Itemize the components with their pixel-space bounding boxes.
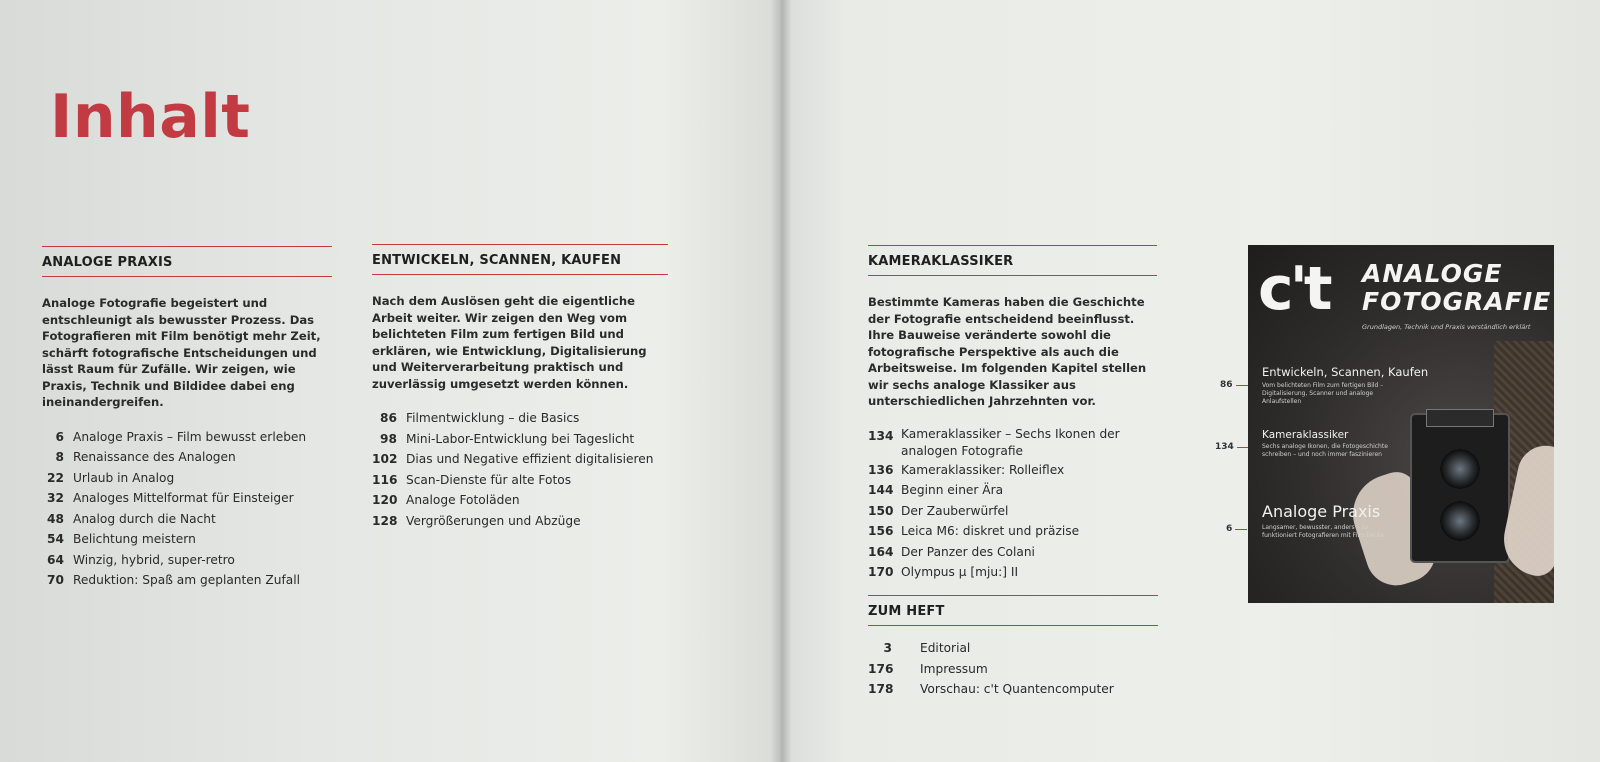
page-number: 144 — [868, 483, 894, 497]
toc-entry[interactable] — [372, 470, 668, 491]
book-gutter — [770, 0, 792, 762]
cover-title: FOTOGRAFIE — [1362, 287, 1552, 316]
toc-entry[interactable] — [372, 449, 668, 470]
entry-title: Leica M6: diskret und präzise — [901, 524, 1080, 538]
cover-camera-image — [1410, 413, 1510, 563]
toc-entry[interactable] — [42, 427, 332, 448]
page-number: 116 — [372, 472, 398, 487]
entry-title: Mini-Labor-Entwicklung bei Tageslicht — [406, 431, 635, 446]
page-number: 164 — [868, 544, 894, 559]
page-number: 176 — [868, 661, 894, 676]
toc-entry[interactable] — [42, 550, 332, 571]
entry-title: Olympus μ [mju:] II — [901, 565, 1019, 579]
entry-title: Renaissance des Analogen — [73, 450, 236, 464]
page-number: 178 — [868, 682, 894, 696]
toc-entry[interactable] — [868, 562, 1157, 583]
entry-title: Vorschau: c't Quantencomputer — [920, 682, 1114, 696]
toc-entry[interactable] — [42, 468, 332, 489]
section-heading: KAMERAKLASSIKER — [868, 245, 1157, 276]
toc-entry[interactable] — [868, 679, 1158, 700]
page-number: 150 — [868, 503, 894, 518]
entry-title: Urlaub in Analog — [73, 470, 175, 485]
entry-title: Analoge Fotoläden — [406, 493, 520, 507]
toc-entry[interactable] — [42, 488, 332, 509]
toc-entry[interactable] — [372, 511, 668, 532]
cover-block-heading: Entwickeln, Scannen, Kaufen — [1262, 365, 1429, 379]
page-number: 22 — [47, 470, 64, 485]
page-number: 8 — [55, 450, 64, 464]
entry-title: Analoges Mittelformat für Einsteiger — [73, 491, 294, 505]
page-title: Inhalt — [50, 82, 251, 152]
cover-subtitle: Grundlagen, Technik und Praxis verständlich erklärt — [1362, 323, 1531, 331]
entry-title-line: analogen Fotografie — [901, 443, 1023, 458]
toc-list — [868, 426, 1157, 583]
toc-list — [372, 408, 668, 531]
entry-title: Scan-Dienste für alte Fotos — [406, 472, 572, 487]
page-number: 156 — [868, 524, 894, 538]
entry-title — [892, 426, 1120, 460]
page-number: 6 — [55, 429, 64, 444]
entry-title: Dias und Negative effizient digitalisieren — [406, 452, 654, 466]
toc-entry[interactable] — [868, 460, 1157, 481]
section-zum-heft — [868, 595, 1158, 700]
entry-title: Reduktion: Spaß am geplanten Zufall — [73, 573, 300, 587]
entry-title-line: Kameraklassiker – Sechs Ikonen der — [901, 426, 1120, 441]
toc-entry[interactable] — [42, 509, 332, 530]
ct-logo: c't — [1258, 254, 1329, 324]
entry-title: Kameraklassiker: Rolleiflex — [901, 462, 1065, 477]
section-intro: Bestimmte Kameras haben die Geschichte der Fotografie entscheidend beeinflusst. Ihre Bauweise veränderte sowohl die fotografische Perspektive als auch die Arbeitsweise. Im folgenden Kapitel stellen wir sechs analoge Klassiker aus unterschiedlichen Jahrzehnten vor. — [868, 295, 1147, 408]
entry-title: Impressum — [920, 661, 988, 676]
marker-number: 86 — [1220, 380, 1233, 390]
toc-entry[interactable] — [42, 447, 332, 468]
page-number: 70 — [47, 573, 64, 587]
entry-title: Filmentwicklung – die Basics — [406, 411, 580, 425]
toc-entry[interactable] — [372, 490, 668, 511]
entry-title: Vergrößerungen und Abzüge — [406, 513, 581, 528]
page-number: 136 — [868, 462, 894, 477]
page-number: 86 — [380, 411, 397, 425]
cover-block-text: Sechs analoge Ikonen, die Fotogeschichte schreiben – und noch immer faszinieren — [1262, 443, 1388, 458]
cover-page-marker — [1226, 524, 1247, 534]
toc-entry[interactable] — [42, 529, 332, 550]
camera-viewfinder — [1426, 409, 1494, 427]
page-number: 64 — [47, 552, 64, 567]
page-number: 32 — [47, 491, 64, 505]
magazine-cover[interactable] — [1248, 245, 1554, 603]
toc-entry[interactable] — [372, 429, 668, 450]
camera-lens — [1440, 449, 1480, 489]
section-heading: ENTWICKELN, SCANNEN, KAUFEN — [372, 244, 668, 275]
cover-block-heading: Analoge Praxis — [1262, 502, 1381, 521]
entry-title: Analoge Praxis – Film bewusst erleben — [73, 429, 307, 444]
cover-block-heading: Kameraklassiker — [1262, 429, 1349, 441]
entry-title: Beginn einer Ära — [901, 483, 1004, 497]
entry-title: Editorial — [920, 641, 971, 655]
toc-entry[interactable] — [868, 659, 1158, 680]
toc-entry[interactable] — [372, 408, 668, 429]
page-number: 170 — [868, 565, 894, 579]
toc-entry[interactable] — [868, 638, 1158, 659]
page-number: 120 — [372, 493, 398, 507]
marker-number: 134 — [1215, 442, 1234, 452]
toc-list — [42, 427, 332, 591]
cover-block-text: Vom belichteten Film zum fertigen Bild – Digitalisierung, Scanner und analoge Anlaufstellen — [1262, 382, 1384, 405]
section-analoge-praxis — [42, 246, 332, 591]
marker-line — [1235, 529, 1247, 530]
toc-entry[interactable] — [868, 521, 1157, 542]
marker-line — [1237, 447, 1249, 448]
entry-title: Der Zauberwürfel — [901, 503, 1009, 518]
toc-entry[interactable] — [868, 480, 1157, 501]
cover-page-marker — [1215, 442, 1249, 452]
cover-title: ANALOGE — [1362, 259, 1503, 288]
camera-lens — [1440, 501, 1480, 541]
toc-entry[interactable] — [868, 542, 1157, 563]
marker-line — [1236, 385, 1248, 386]
section-heading: ZUM HEFT — [868, 595, 1158, 626]
toc-list — [868, 638, 1158, 700]
section-intro: Nach dem Auslösen geht die eigentliche Arbeit weiter. Wir zeigen den Weg vom belichteten Film zum fertigen Bild und erklären, wie Entwicklung, Digitalisierung und Weiterverarbeitung praktisch und zuverlässig umgesetzt werden können. — [372, 294, 647, 391]
entry-title: Winzig, hybrid, super-retro — [73, 552, 235, 567]
section-kameraklassiker — [868, 245, 1157, 583]
page-number: 102 — [372, 452, 398, 466]
toc-entry[interactable] — [868, 426, 1157, 460]
page-number: 98 — [380, 431, 397, 446]
toc-entry[interactable] — [42, 570, 332, 591]
marker-number: 6 — [1226, 524, 1233, 534]
page-number: 54 — [47, 532, 64, 546]
entry-title: Belichtung meistern — [73, 532, 196, 546]
section-intro: Analoge Fotografie begeistert und entschleunigt als bewusster Prozess. Das Fotografieren mit Film benötigt mehr Zeit, schärft fotografische Entscheidungen und lässt Raum für Zufälle. Wir zeigen, wie Praxis, Technik und Bildidee dabei eng ineinandergreifen. — [42, 296, 321, 409]
toc-entry[interactable] — [868, 501, 1157, 522]
page-number: 128 — [372, 513, 398, 528]
page-number: 48 — [47, 511, 64, 526]
page-number: 134 — [868, 428, 894, 443]
page-number: 3 — [883, 641, 892, 655]
section-heading: ANALOGE PRAXIS — [42, 246, 332, 277]
section-entwickeln — [372, 244, 668, 531]
cover-block-text: Langsamer, bewusster, anders – so funktioniert Fotografieren mit Film heute — [1262, 524, 1385, 539]
entry-title: Der Panzer des Colani — [901, 544, 1035, 559]
cover-page-marker — [1220, 380, 1248, 390]
entry-title: Analog durch die Nacht — [73, 511, 216, 526]
